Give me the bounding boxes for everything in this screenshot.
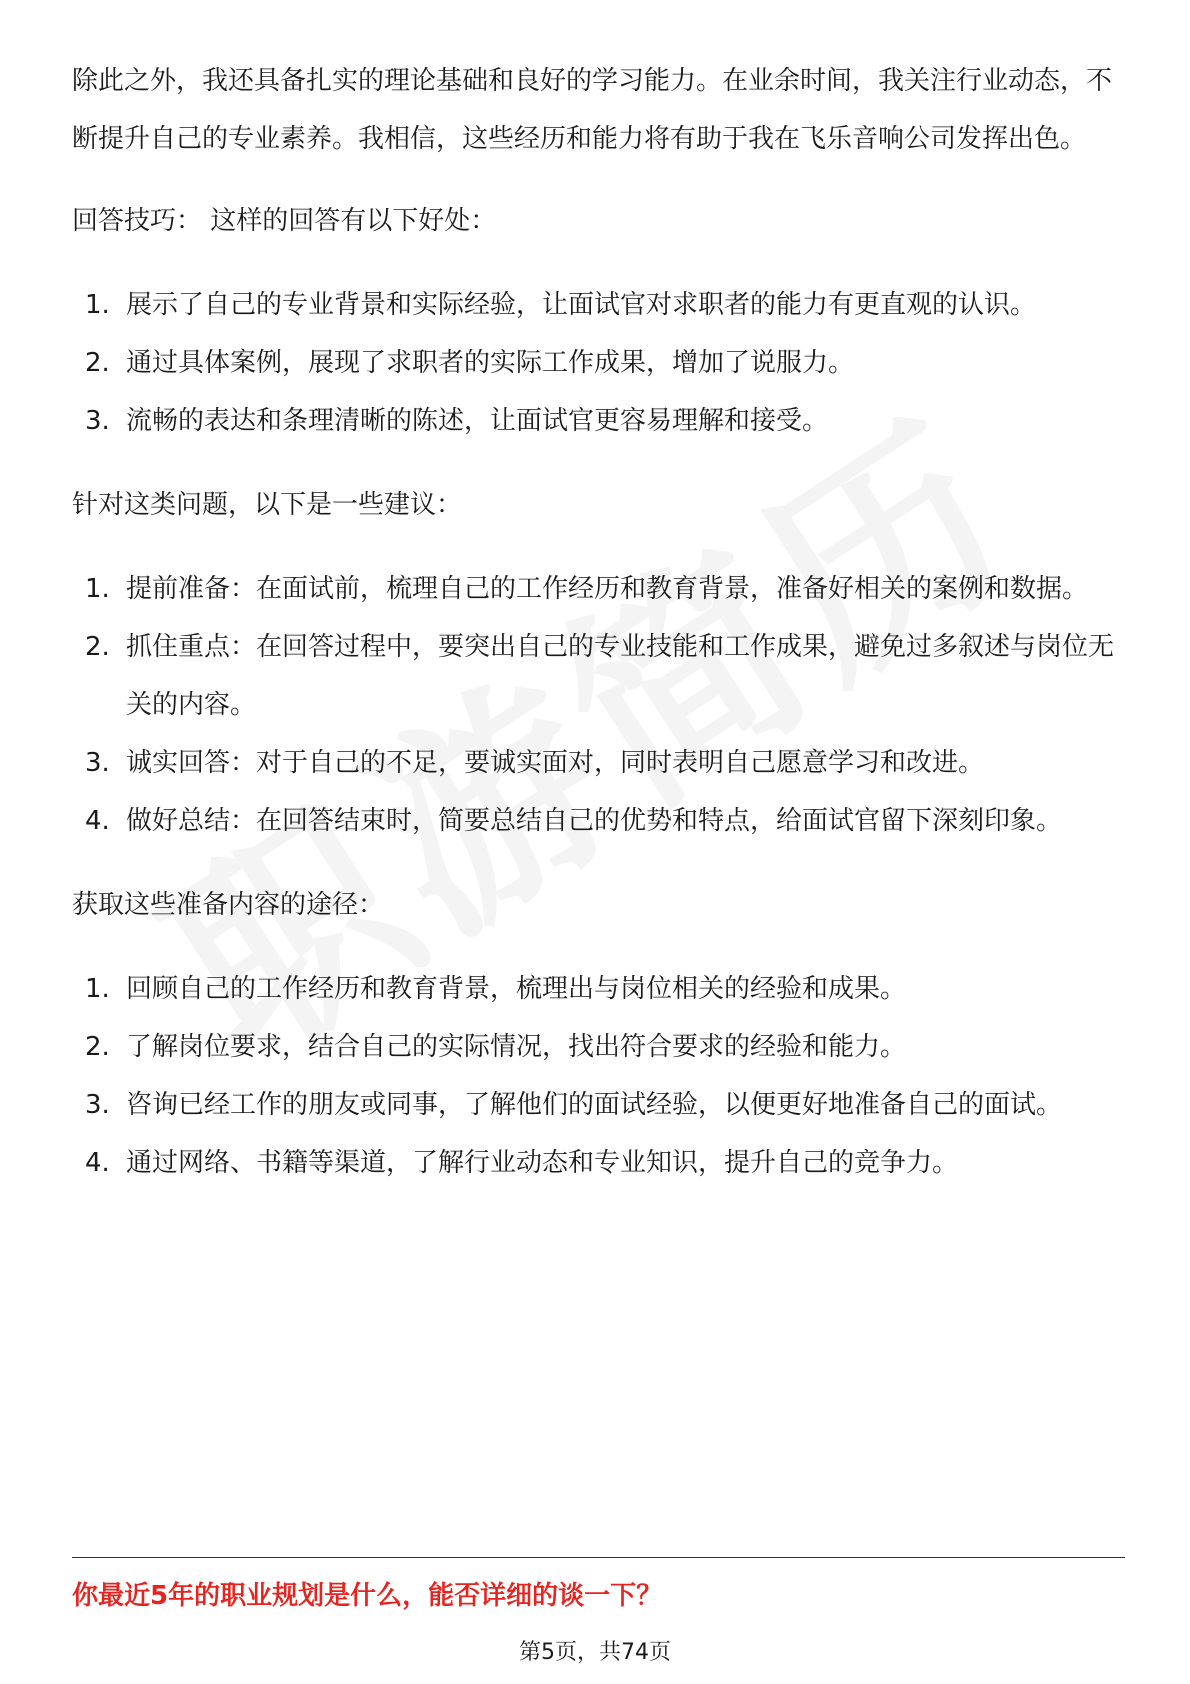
page-content — [72, 52, 1122, 1218]
list-number: 3. — [85, 1090, 110, 1120]
intro-paragraph: 除此之外，我还具备扎实的理论基础和良好的学习能力。在业余时间，我关注行业动态，不断提升自己的专业素养。我相信，这些经历和能力将有助于我在飞乐音响公司发挥出色。 — [72, 66, 1113, 154]
list-item — [72, 560, 1122, 618]
tips-heading: 回答技巧： 这样的回答有以下好处： — [72, 206, 497, 236]
list-text: 了解岗位要求，结合自己的实际情况，找出符合要求的经验和能力。 — [126, 1032, 907, 1062]
page-number-footer: 第5页，共74页 — [519, 1640, 671, 1665]
list-item — [72, 334, 1122, 392]
advice-heading: 针对这类问题，以下是一些建议： — [72, 490, 463, 520]
list-text: 通过具体案例，展现了求职者的实际工作成果，增加了说服力。 — [126, 348, 855, 378]
list-item — [72, 792, 1122, 850]
list-text: 回顾自己的工作经历和教育背景，梳理出与岗位相关的经验和成果。 — [126, 974, 907, 1004]
sources-heading: 获取这些准备内容的途径： — [72, 890, 385, 920]
list-item — [72, 734, 1122, 792]
section-divider — [72, 1557, 1125, 1558]
tips-list — [72, 276, 1122, 450]
list-text: 抓住重点：在回答过程中，要突出自己的专业技能和工作成果，避免过多叙述与岗位无关的内容。 — [126, 632, 1115, 720]
list-item — [72, 1076, 1122, 1134]
list-number: 2. — [85, 348, 110, 378]
list-item — [72, 392, 1122, 450]
list-number: 2. — [85, 1032, 110, 1062]
list-text: 提前准备：在面试前，梳理自己的工作经历和教育背景，准备好相关的案例和数据。 — [126, 574, 1089, 604]
list-item — [72, 1018, 1122, 1076]
list-item — [72, 618, 1122, 734]
list-number: 1. — [85, 290, 110, 320]
list-text: 通过网络、书籍等渠道，了解行业动态和专业知识，提升自己的竞争力。 — [126, 1148, 959, 1178]
list-item — [72, 960, 1122, 1018]
list-text: 做好总结：在回答结束时，简要总结自己的优势和特点，给面试官留下深刻印象。 — [126, 806, 1063, 836]
list-number: 4. — [85, 1148, 110, 1178]
next-question-heading: 你最近5年的职业规划是什么，能否详细的谈一下？ — [72, 1581, 663, 1611]
list-item — [72, 1134, 1122, 1192]
sources-list — [72, 960, 1122, 1192]
list-item — [72, 276, 1122, 334]
advice-list — [72, 560, 1122, 850]
list-number: 3. — [85, 748, 110, 778]
list-text: 展示了自己的专业背景和实际经验，让面试官对求职者的能力有更直观的认识。 — [126, 290, 1037, 320]
list-number: 1. — [85, 974, 110, 1004]
list-number: 3. — [85, 406, 110, 436]
list-number: 4. — [85, 806, 110, 836]
list-text: 流畅的表达和条理清晰的陈述，让面试官更容易理解和接受。 — [126, 406, 829, 436]
list-number: 1. — [85, 574, 110, 604]
list-number: 2. — [85, 632, 110, 662]
list-text: 诚实回答：对于自己的不足，要诚实面对，同时表明自己愿意学习和改进。 — [126, 748, 985, 778]
list-text: 咨询已经工作的朋友或同事，了解他们的面试经验，以便更好地准备自己的面试。 — [126, 1090, 1063, 1120]
